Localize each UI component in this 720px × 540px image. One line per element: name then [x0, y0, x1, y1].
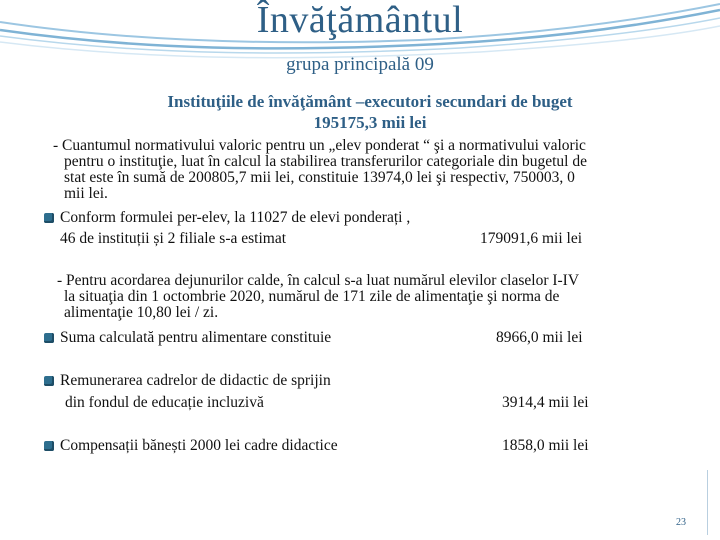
decorative-divider	[707, 470, 708, 535]
list-item	[44, 209, 410, 227]
bullet-text: Compensații bănești 2000 lei cadre didactice	[60, 437, 338, 454]
section-heading-total: 195175,3 mii lei	[313, 113, 427, 132]
bullet-value: 1858,0 mii lei	[502, 437, 589, 454]
bullet-value: 179091,6 mii lei	[480, 230, 583, 247]
paragraph-normative-line4: mii lei.	[64, 185, 108, 202]
list-item	[44, 437, 338, 455]
paragraph-normative-line3: stat este în sumă de 200805,7 mii lei, constituie 13974,0 lei şi respectiv, 750003, 0	[64, 169, 575, 186]
bullet-text: Conform formulei per-elev, la 11027 de elevi ponderați ,	[60, 209, 411, 226]
bullet-text-continuation: din fondul de educație incluzivă	[65, 394, 264, 411]
paragraph-normative-line1: - Cuantumul normativului valoric pentru un „elev ponderat “ şi a normativului valoric	[53, 137, 586, 154]
page-subtitle: grupa principală 09	[286, 54, 434, 75]
square-bullet-icon	[44, 376, 54, 386]
bullet-text: Suma calculată pentru alimentare constituie	[60, 329, 332, 346]
bullet-value: 3914,4 mii lei	[502, 394, 589, 411]
section-heading: Instituţiile de învăţământ –executori secundari de buget	[167, 92, 573, 111]
paragraph-meals-line1: - Pentru acordarea dejunurilor calde, în calcul s-a luat numărul elevilor claselor I-IV	[57, 272, 580, 289]
paragraph-meals-line2: la situaţia din 1 octombrie 2020, numărul de 171 zile de alimentaţie şi norma de	[64, 288, 560, 305]
page-number: 23	[676, 517, 686, 528]
square-bullet-icon	[44, 213, 54, 223]
square-bullet-icon	[44, 333, 54, 343]
paragraph-normative-line2: pentru o instituţie, luat în calcul la stabilirea transferurilor categoriale din bugetul de	[64, 153, 587, 170]
list-item	[44, 329, 331, 347]
paragraph-meals-line3: alimentaţie 10,80 lei / zi.	[64, 304, 219, 321]
list-item	[44, 372, 331, 390]
bullet-text-continuation: 46 de instituții și 2 filiale s-a estimat	[60, 230, 287, 247]
bullet-text: Remunerarea cadrelor de didactic de sprijin	[60, 372, 331, 389]
page-title: Învăţământul	[256, 0, 464, 41]
bullet-value: 8966,0 mii lei	[496, 329, 583, 346]
square-bullet-icon	[44, 441, 54, 451]
